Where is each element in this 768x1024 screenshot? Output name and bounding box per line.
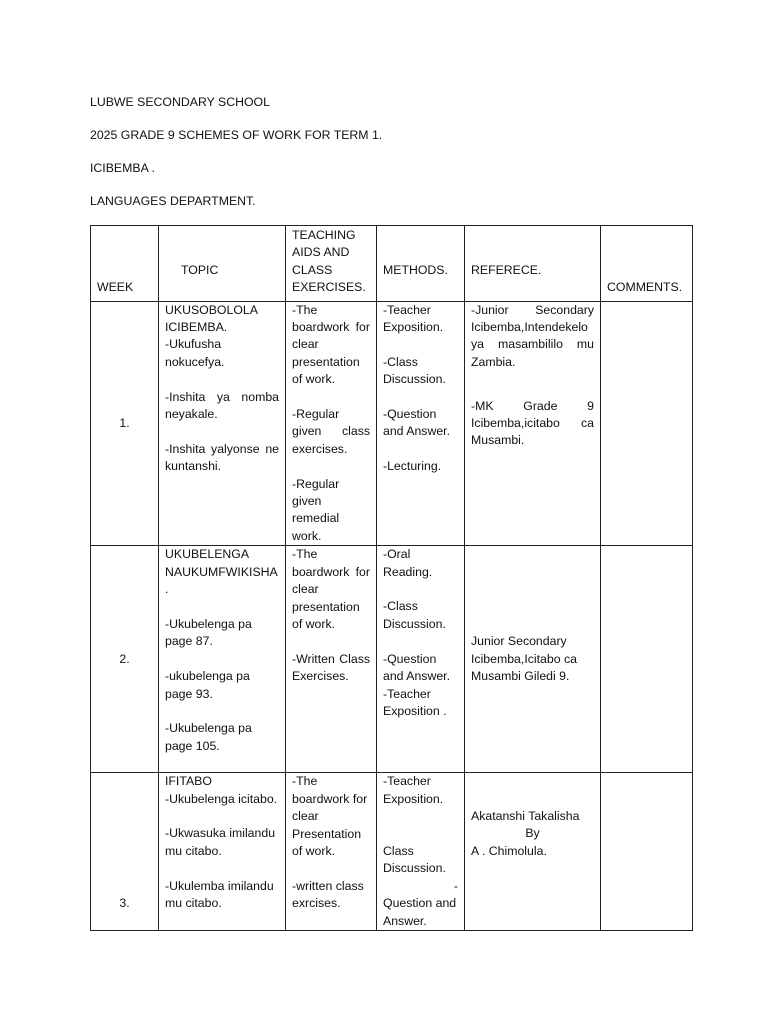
method-line: - [453, 878, 458, 893]
aids-line: -The boardwork for clear Presentation of work. [292, 774, 368, 858]
column-header-comments: COMMENTS. [601, 226, 693, 302]
method-line: -Class Discussion. [383, 599, 446, 631]
aids-cell [286, 773, 377, 931]
column-header-reference: REFERECE. [465, 226, 601, 302]
topic-line: -ukubelenga pa page 93. [165, 669, 250, 701]
column-header-methods: METHODS. [377, 226, 465, 302]
week-cell: 1. [91, 301, 159, 546]
method-line: -Class Discussion. [383, 354, 446, 387]
topic-line: -Inshita yalyonse ne kuntanshi. [165, 441, 279, 474]
week-cell: 3. [91, 773, 159, 931]
topic-cell [159, 546, 286, 773]
table-row [91, 546, 693, 773]
method-line: Class Discussion. [383, 843, 446, 876]
topic-line: -Ukubelenga pa page 87. [165, 616, 252, 649]
comments-cell [601, 301, 693, 546]
method-line: -Teacher Exposition. [383, 774, 444, 806]
reference-line: A . Chimolula. [471, 843, 547, 858]
methods-cell [377, 301, 465, 546]
document-title: 2025 GRADE 9 SCHEMES OF WORK FOR TERM 1. [90, 128, 383, 142]
topic-line: -Inshita ya nomba neyakale. [165, 389, 279, 422]
aids-line: -The boardwork for clear presentation of work. [292, 547, 370, 631]
methods-cell [377, 773, 465, 931]
reference-line: -MK Grade 9 Icibemba,icitabo ca Musambi. [471, 398, 594, 448]
school-name: LUBWE SECONDARY SCHOOL [90, 95, 270, 109]
topic-cell [159, 773, 286, 931]
method-line: -Teacher Exposition . [383, 686, 447, 718]
topic-line: -Ukufusha nokucefya. [165, 337, 225, 369]
department-name: LANGUAGES DEPARTMENT. [90, 194, 256, 208]
scheme-table [90, 225, 693, 931]
aids-line: -The boardwork for clear presentation of work. [292, 302, 370, 387]
topic-cell [159, 301, 286, 546]
column-header-teaching-aids: TEACHING AIDS AND CLASS EXERCISES. [286, 226, 377, 302]
subject-name: ICIBEMBA . [90, 161, 155, 175]
reference-line: -Junior Secondary Icibemba,Intendekelo ya masambililo mu Zambia. [471, 302, 594, 369]
method-line: -Lecturing. [383, 459, 442, 474]
topic-line: UKUSOBOLOLA ICIBEMBA. [165, 302, 258, 335]
method-line: Question and Answer. [383, 896, 457, 928]
column-header-topic: TOPIC [159, 226, 286, 302]
topic-line: -Ukubelenga icitabo. [165, 791, 278, 806]
topic-line: -Ukubelenga pa page 105. [165, 721, 252, 753]
topic-line: IFITABO [165, 774, 212, 789]
week-cell: 2. [91, 546, 159, 773]
methods-cell [377, 546, 465, 773]
reference-cell [465, 773, 601, 931]
method-line: -Question and Answer. [383, 407, 450, 439]
method-line: -Oral Reading. [383, 547, 433, 579]
reference-cell [465, 301, 601, 546]
table-row [91, 301, 693, 546]
aids-line: -Written Class Exercises. [292, 651, 370, 684]
aids-line: -Regular given class exercises. [292, 407, 370, 456]
aids-line: -Regular given remedial work. [292, 476, 340, 543]
comments-cell [601, 546, 693, 773]
aids-cell [286, 546, 377, 773]
reference-line: Junior Secondary Icibemba,Icitabo ca Musambi Giledi 9. [471, 634, 577, 683]
aids-line: -written class exrcises. [292, 878, 364, 911]
topic-line: -Ukulemba imilandu mu citabo. [165, 878, 274, 911]
comments-cell [601, 773, 693, 931]
topic-line: UKUBELENGA NAUKUMFWIKISHA . [165, 547, 278, 597]
reference-cell [465, 546, 601, 773]
table-header-row [91, 226, 693, 302]
column-header-week: WEEK [91, 226, 159, 302]
method-line: -Teacher Exposition. [383, 302, 444, 335]
table-row [91, 773, 693, 931]
reference-line: Akatanshi Takalisha [471, 809, 580, 824]
method-line: -Question and Answer. [383, 651, 450, 684]
reference-line: By [525, 826, 540, 841]
aids-cell [286, 301, 377, 546]
topic-line: -Ukwasuka imilandu mu citabo. [165, 826, 276, 858]
